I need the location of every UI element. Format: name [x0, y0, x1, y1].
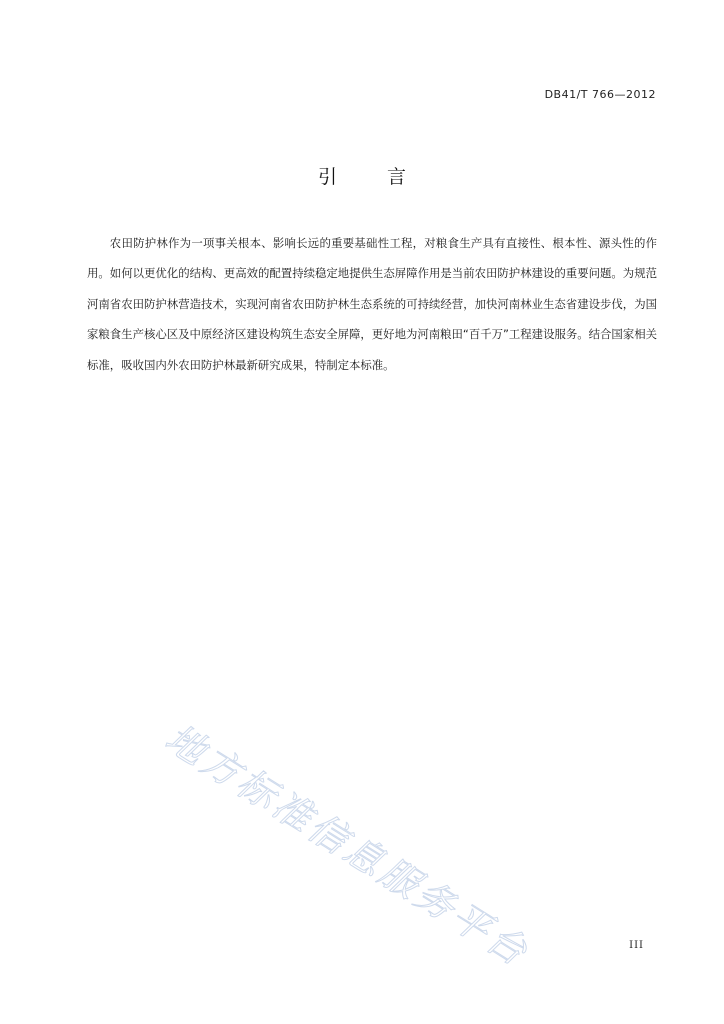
watermark: 地方标准信息服务平台 — [157, 715, 538, 976]
body-paragraph: 农田防护林作为一项事关根本、影响长远的重要基础性工程，对粮食生产具有直接性、根本性、源头性的作用。如何以更优化的结构、更高效的配置持续稳定地提供生态屏障作用是当前农田防护林建设的重要问题。为规范河南省农田防护林营造技术，实现河南省农田防护林生态系统的可持续经营，加快河南林业生态省建设步伐，为国家粮食生产核心区及中原经济区建设构筑生态安全屏障，更好地为河南粮田“百千万”工程建设服务。结合国家相关标准，吸收国内外农田防护林最新研究成果，特制定本标准。 — [87, 236, 657, 372]
standard-number: DB41/T 766—2012 — [544, 88, 656, 101]
page-number: III — [629, 940, 644, 951]
section-title: 引 言 — [317, 166, 429, 188]
